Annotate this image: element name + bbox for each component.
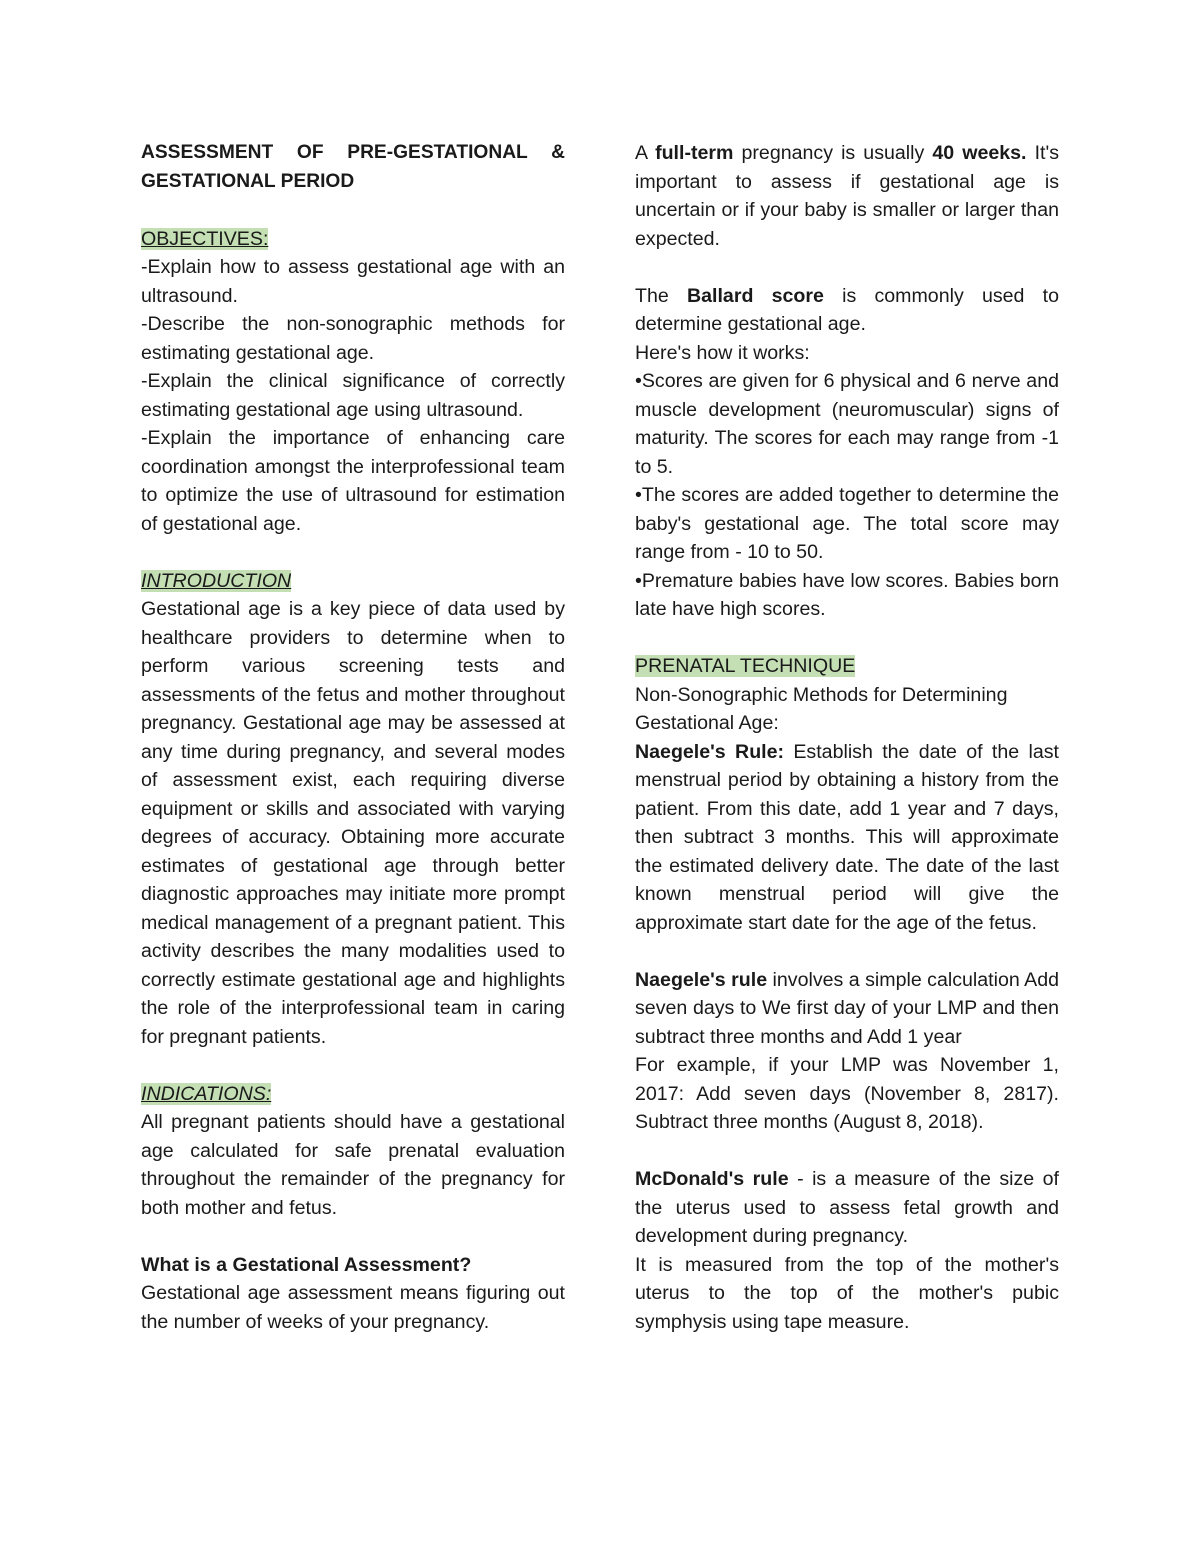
measurement-paragraph: It is measured from the top of the mother's uterus to the top of the mother's pubic symphysis using tape measure. bbox=[635, 1253, 1059, 1333]
objective-item-1: -Explain how to assess gestational age with an ultrasound. bbox=[141, 256, 565, 307]
spacer bbox=[141, 196, 565, 225]
non-sonographic-line: Non-Sonographic Methods for Determining Gestational Age: bbox=[635, 683, 1008, 734]
prenatal-heading-text: PRENATAL TECHNIQUE bbox=[635, 655, 856, 677]
text-run: It's important to assess if gestational age is uncertain or if your baby is smaller or larger than expected. bbox=[635, 142, 1059, 250]
left-column bbox=[141, 139, 565, 1336]
introduction-paragraph: Gestational age is a key piece of data used by healthcare providers to determine when to perform various screening tests and assessments of the fetus and mother throughout pregnancy. Gestational age may be assessed at any time during pregnancy, and several modes of assessment exist, each requiring diverse equipment or skills and associated with varying degrees of accuracy. Obtaining more accurate estimates of gestational age through better diagnostic approaches may initiate more prompt medical management of a pregnant patient. This activity describes the many modalities used to correctly estimate gestational age and highlights the role of the interprofessional team in caring for pregnant patients. bbox=[141, 598, 565, 1048]
fullterm-paragraph bbox=[635, 139, 1059, 253]
question-paragraph: Gestational age assessment means figuring out the number of weeks of your pregnancy. bbox=[141, 1282, 565, 1333]
forty-weeks-bold: 40 weeks. bbox=[932, 142, 1027, 164]
spacer bbox=[141, 1222, 565, 1251]
question-heading bbox=[141, 1251, 565, 1280]
objective-item-4: -Explain the importance of enhancing care coordination amongst the interprofessional team to optimize the use of ultrasound for estimation of gestational age. bbox=[141, 427, 565, 535]
how-it-works-line: Here's how it works: bbox=[635, 341, 810, 364]
right-column bbox=[635, 139, 1059, 1336]
fullterm-bold: full-term bbox=[655, 142, 734, 164]
example-paragraph: For example, if your LMP was November 1, 2017: Add seven days (November 8, 2817). Subtract three months (August 8, 2018). bbox=[635, 1054, 1059, 1133]
objectives-heading bbox=[141, 225, 565, 254]
spacer bbox=[635, 624, 1059, 653]
naegele-rule-label: Naegele's Rule: bbox=[635, 740, 785, 763]
ballard-bullet-3: •Premature babies have low scores. Babies born late have high scores. bbox=[635, 569, 1059, 620]
spacer bbox=[635, 1137, 1059, 1166]
document-title: ASSESSMENT OF PRE-GESTATIONAL & GESTATIONAL PERIOD bbox=[141, 142, 565, 192]
mcdonald-rule-paragraph bbox=[635, 1165, 1059, 1251]
indications-heading-text: INDICATIONS: bbox=[141, 1082, 272, 1105]
text-run: is commonly used to determine gestational age. bbox=[635, 284, 1059, 335]
text-run: involves a simple calculation Add seven days to We first day of your LMP and then subtract three months and Add 1 year bbox=[635, 968, 1059, 1048]
spacer bbox=[635, 937, 1059, 966]
objective-item-3: -Explain the clinical significance of correctly estimating gestational age using ultrasound. bbox=[141, 370, 565, 421]
question-heading-text: What is a Gestational Assessment? bbox=[141, 1253, 472, 1276]
text-run: pregnancy is usually bbox=[733, 142, 933, 164]
text-run: A bbox=[635, 142, 656, 164]
naegele-calculation-paragraph bbox=[635, 966, 1059, 1052]
spacer bbox=[635, 253, 1059, 282]
indications-paragraph: All pregnant patients should have a gestational age calculated for safe prenatal evaluation throughout the remainder of the pregnancy for both mother and fetus. bbox=[141, 1111, 565, 1219]
prenatal-heading bbox=[635, 652, 1059, 681]
objective-item-2: -Describe the non-sonographic methods for estimating gestational age. bbox=[141, 313, 565, 364]
spacer bbox=[141, 538, 565, 567]
mcdonald-rule-label: McDonald's rule bbox=[635, 1168, 789, 1190]
text-run: - is a measure of the size of the uterus used to assess fetal growth and development during pregnancy. bbox=[635, 1168, 1059, 1247]
ballard-bullet-1: •Scores are given for 6 physical and 6 nerve and muscle development (neuromuscular) signs of maturity. The scores for each may range from -1 to 5. bbox=[635, 370, 1059, 478]
introduction-heading-text: INTRODUCTION bbox=[141, 569, 292, 592]
ballard-paragraph bbox=[635, 282, 1059, 339]
ballard-bullet-2: •The scores are added together to determine the baby's gestational age. The total score may range from - 10 to 50. bbox=[635, 484, 1059, 563]
introduction-heading bbox=[141, 567, 565, 596]
naegele-rule-paragraph bbox=[635, 738, 1059, 938]
ballard-score-bold: Ballard score bbox=[686, 284, 824, 307]
objectives-heading-text: OBJECTIVES: bbox=[141, 227, 269, 250]
text-run: Establish the date of the last menstrual period by obtaining a history from the patient. From this date, add 1 year and 7 days, then subtract 3 months. This will approximate the estimated delivery date. The date of the last known menstrual period will give the approximate start date for the age of the fetus. bbox=[635, 740, 1059, 934]
text-run: The bbox=[635, 284, 687, 307]
naegele-rule-label-2: Naegele's rule bbox=[635, 968, 768, 991]
indications-heading bbox=[141, 1080, 565, 1109]
spacer bbox=[141, 1051, 565, 1080]
